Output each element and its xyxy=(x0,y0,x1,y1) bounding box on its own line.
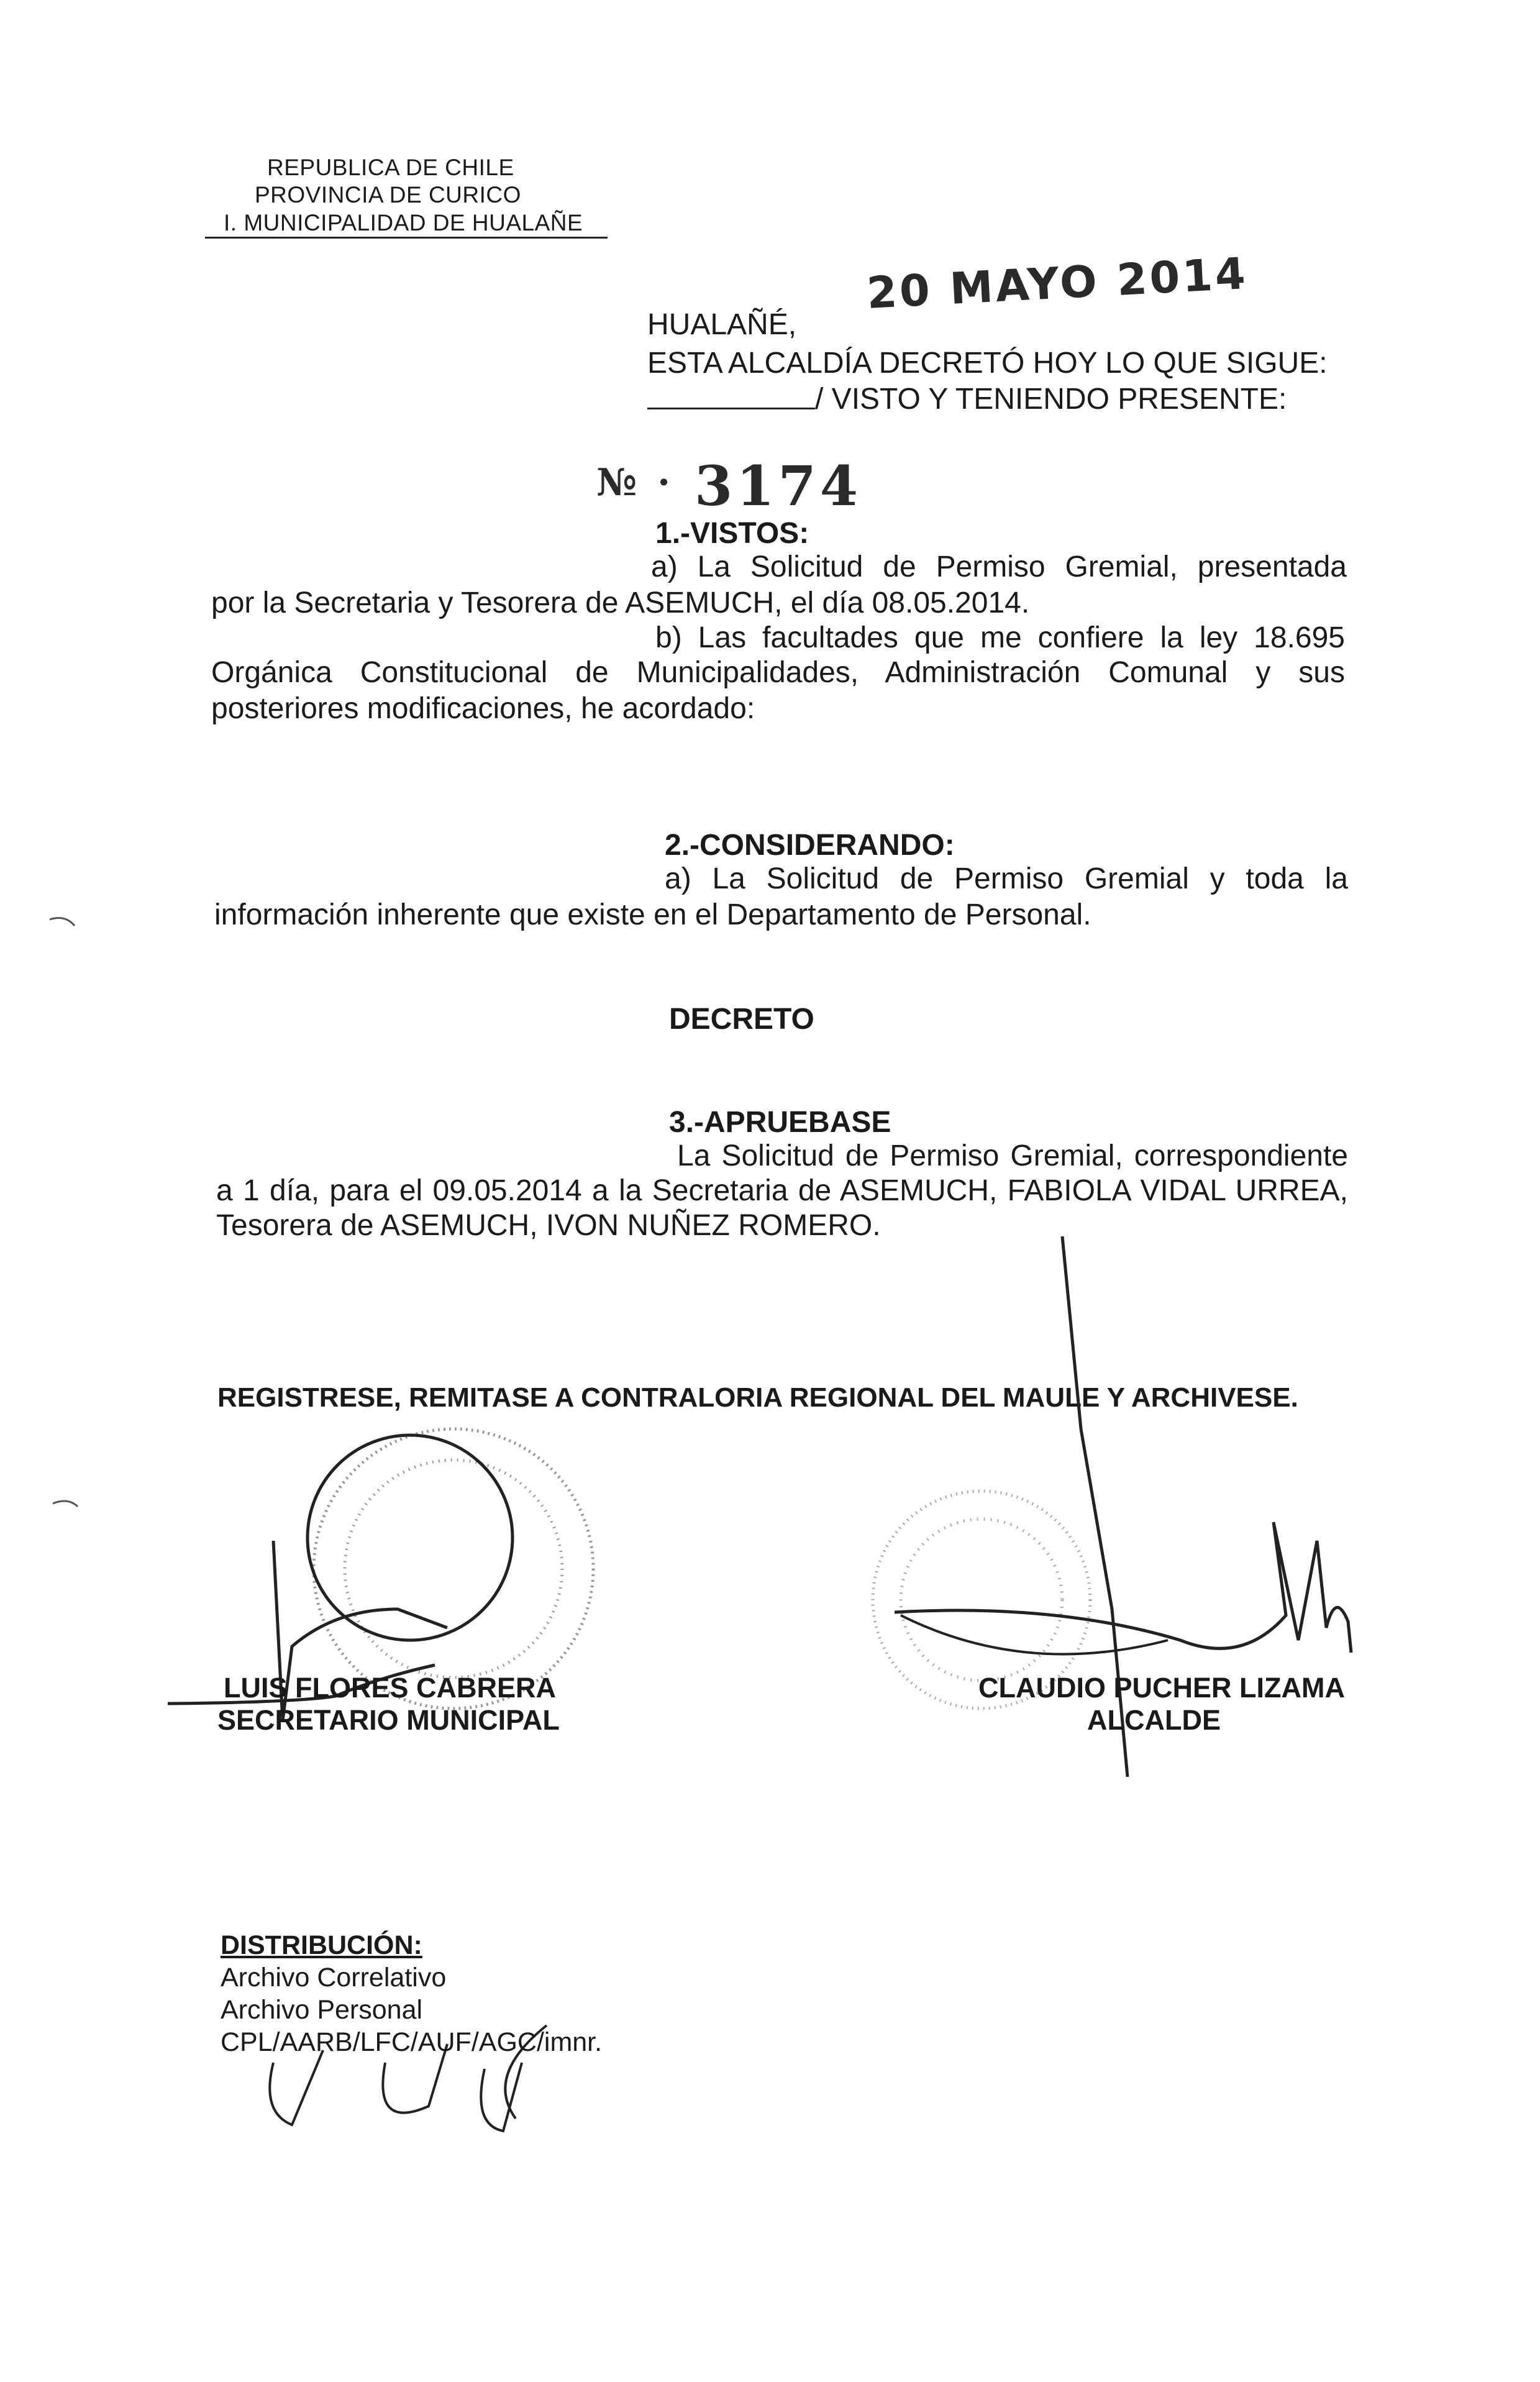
header-line-2: PROVINCIA DE CURICO xyxy=(255,182,521,208)
apruebase-heading: 3.-APRUEBASE xyxy=(669,1106,891,1139)
vistos-a-line-2: por la Secretaria y Tesorera de ASEMUCH, el día 08.05.2014. xyxy=(211,586,1030,619)
right-signer-name: CLAUDIO PUCHER LIZAMA xyxy=(978,1672,1345,1704)
intro-line-1: ESTA ALCALDÍA DECRETÓ HOY LO QUE SIGUE: xyxy=(647,347,1328,380)
considerando-a-line-1: a) La Solicitud de Permiso Gremial y toda la xyxy=(665,862,1348,895)
apruebase-line-1: La Solicitud de Permiso Gremial, correspondiente xyxy=(677,1139,1348,1172)
left-signature-loop xyxy=(308,1435,513,1640)
apruebase-line-2: a 1 día, para el 09.05.2014 a la Secretaria de ASEMUCH, FABIOLA VIDAL URREA, xyxy=(216,1174,1348,1207)
date-stamp: 20 MAYO 2014 xyxy=(865,247,1249,319)
vistos-b-line-3: posteriores modificaciones, he acordado: xyxy=(211,692,755,725)
margin-mark-1 xyxy=(50,918,75,926)
margin-mark-2 xyxy=(53,1501,78,1507)
left-seal-stamp xyxy=(314,1429,593,1709)
right-signature-underline xyxy=(901,1615,1168,1654)
distribucion-heading: DISTRIBUCIÓN: xyxy=(221,1930,422,1960)
decree-number: 3174 xyxy=(695,454,862,518)
intro-line-2: / VISTO Y TENIENDO PRESENTE: xyxy=(815,383,1287,416)
vistos-a-line-1: a) La Solicitud de Permiso Gremial, presentada xyxy=(651,550,1347,583)
header-line-1: REPUBLICA DE CHILE xyxy=(267,155,514,180)
right-signer-title: ALCALDE xyxy=(1087,1704,1221,1736)
considerando-a-line-2: información inherente que existe en el Departamento de Personal. xyxy=(214,898,1091,931)
left-signer-title: SECRETARIO MUNICIPAL xyxy=(217,1704,560,1736)
vistos-b-line-2: Orgánica Constitucional de Municipalidades, Administración Comunal y sus xyxy=(211,656,1345,689)
place-line: HUALAÑÉ, xyxy=(647,308,797,341)
left-signer-name: LUIS FLORES CABRERA xyxy=(224,1672,557,1704)
considerando-heading: 2.-CONSIDERANDO: xyxy=(665,829,955,862)
header-line-3: I. MUNICIPALIDAD DE HUALAÑE xyxy=(205,209,608,239)
distribucion-item-2: Archivo Personal xyxy=(221,1995,423,2025)
apruebase-line-3: Tesorera de ASEMUCH, IVON NUÑEZ ROMERO. xyxy=(216,1209,881,1242)
decreto-heading: DECRETO xyxy=(669,1003,814,1036)
vistos-heading: 1.-VISTOS: xyxy=(655,517,809,550)
right-signature xyxy=(895,1522,1351,1653)
vistos-b-line-1: b) Las facultades que me confiere la ley 18.695 xyxy=(655,621,1345,654)
distribucion-item-3: CPL/AARB/LFC/AUF/AGC/imnr. xyxy=(221,2027,603,2057)
closing-statement: REGISTRESE, REMITASE A CONTRALORIA REGIONAL DEL MAULE Y ARCHIVESE. xyxy=(217,1382,1298,1413)
distribucion-item-1: Archivo Correlativo xyxy=(221,1963,447,1992)
decree-number-prefix-icon: № · xyxy=(596,461,674,504)
